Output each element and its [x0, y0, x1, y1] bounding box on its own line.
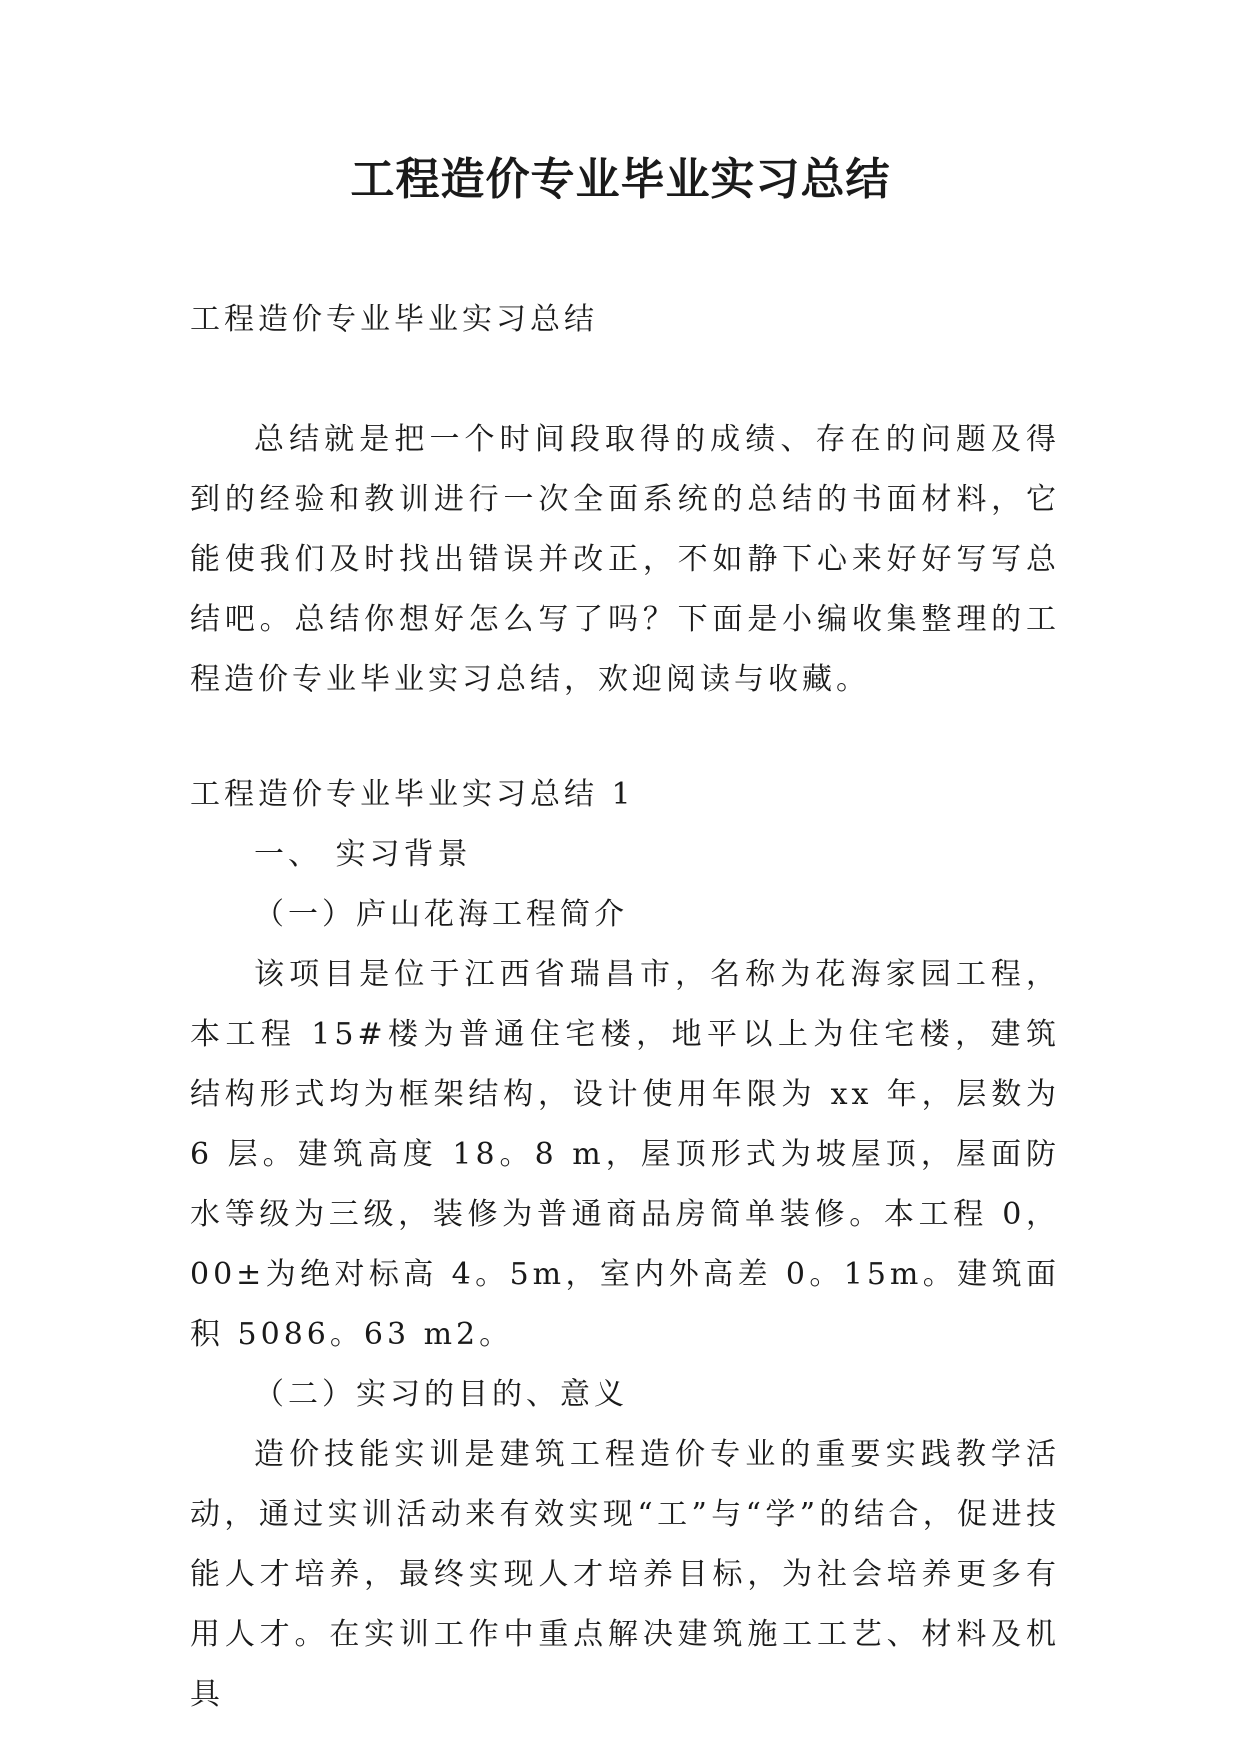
section-title: 工程造价专业毕业实习总结 1 — [190, 777, 635, 812]
document-title: 工程造价专业毕业实习总结 — [350, 154, 891, 205]
document-body — [190, 290, 1060, 1725]
heading-purpose: （二）实习的目的、意义 — [254, 1377, 628, 1412]
heading-project-intro: （一）庐山花海工程简介 — [254, 897, 628, 932]
document-subtitle: 工程造价专业毕业实习总结 — [190, 302, 598, 337]
intro-paragraph: 总结就是把一个时间段取得的成绩、存在的问题及得到的经验和教训进行一次全面系统的总结的书面材料，它能使我们及时找出错误并改正，不如静下心来好好写写总结吧。总结你想好怎么写了吗？下面是小编收集整理的工程造价专业毕业实习总结，欢迎阅读与收藏。 — [190, 422, 1060, 697]
purpose-paragraph: 造价技能实训是建筑工程造价专业的重要实践教学活动，通过实训活动来有效实现“工”与“学”的结合，促进技能人才培养，最终实现人才培养目标，为社会培养更多有用人才。在实训工作中重点解决建筑施工工艺、材料及机具 — [190, 1437, 1060, 1712]
heading-background: 一、 实习背景 — [254, 837, 472, 872]
project-intro-paragraph: 该项目是位于江西省瑞昌市，名称为花海家园工程，本工程 15#楼为普通住宅楼，地平以上为住宅楼，建筑结构形式均为框架结构，设计使用年限为 xx 年，层数为 6 层。建筑高度 18。8 m，屋顶形式为坡屋顶，屋面防水等级为三级，装修为普通商品房简单装修。本工程 0，00±为绝对标高 4。5m，室内外高差 0。15m。建筑面积 5086。63 m2。 — [190, 957, 1060, 1352]
